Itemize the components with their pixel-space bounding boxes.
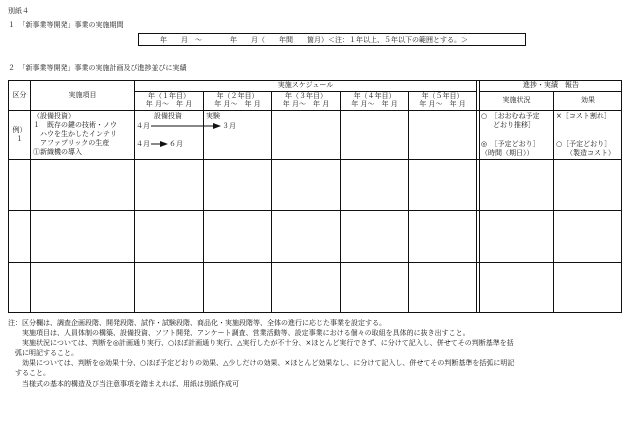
header-item: 実施項目 <box>68 91 97 99</box>
bar-1-start: ４月 <box>136 122 150 130</box>
effect-line: ○［予定どおり］ <box>556 140 612 148</box>
note-line: 弧に明記すること。 <box>8 349 78 357</box>
status-line: ◎ ［予定どおり］ <box>481 140 540 148</box>
section-2-title: ２ 「新事業等開発」事業の実施計画及び進捗並びに実績 <box>8 64 187 72</box>
form-label: 別紙４ <box>8 7 29 15</box>
status-line: ○ ［おおむね予定 <box>481 112 540 120</box>
status-line: （時間（期日）） <box>481 149 534 157</box>
effect-line: ×［コスト割れ］ <box>556 112 611 120</box>
header-category: 区分 <box>12 91 27 99</box>
year-2-span: 年 月～ 年 月 <box>214 100 261 108</box>
year-1-label: 年（１年目） <box>148 92 190 100</box>
note-line: 実施項目は、人員体制の構築、設備投資、ソフト開発、アンケート調査、営業活動等、設定事業における個々の取組を具体的に抜き出すこと。 <box>8 329 470 337</box>
arrow-head-icon <box>213 123 221 129</box>
year-1-span: 年 月～ 年 月 <box>145 100 193 108</box>
bar-2-end: ６月 <box>169 140 183 148</box>
effect-line: （製造コスト） <box>566 149 615 157</box>
bar-label-equipment: 設備投資 <box>154 112 182 120</box>
header-status: 実施状況 <box>502 96 531 104</box>
arrow-head-icon <box>160 141 168 147</box>
header-schedule: 実施スケジュール <box>277 81 334 89</box>
year-3-label: 年（３年目） <box>285 92 327 100</box>
note-line: 当様式の基本的構造及び当注意事項を踏まえれば、用紙は別紙作成可 <box>8 380 239 388</box>
year-2-label: 年（２年目） <box>216 92 259 100</box>
bar-2-start: ４月 <box>136 140 150 148</box>
note-line: すること。 <box>8 369 50 377</box>
example-item-line: （設備投資） <box>33 112 75 120</box>
note-line: 実施状況については、判断を◎計画通り実行、○ほぼ計画通り実行、△実行したが不十分、×ほとんど実行できず、に分けて記入し、併せてその判断基準を括 <box>8 339 514 347</box>
year-5-label: 年（５年目） <box>421 92 464 100</box>
year-4-span: 年 月～ 年 月 <box>351 100 398 108</box>
year-4-label: 年（４年目） <box>353 92 396 100</box>
section-1-title: １ 「新事業等開発」事業の実施期間 <box>8 21 124 29</box>
example-item-line: ハウを生かしたインテリ <box>40 130 117 138</box>
year-3-span: 年 月～ 年 月 <box>282 100 330 108</box>
bar-label-experiment: 実験 <box>206 112 220 120</box>
example-item-line: １ 既存の鍵の技術・ノウ <box>33 121 117 129</box>
bar-1-end: ３月 <box>222 122 236 130</box>
example-item-line: ①新織機の導入 <box>33 148 82 156</box>
note-line: 注：区分欄は、調査企画段階、開発段階、試作・試験段階、商品化・実施段階等、全体の進行に応じた事業を設定する。 <box>8 319 386 327</box>
header-effect: 効果 <box>581 96 595 104</box>
status-line: どおり推移］ <box>493 121 535 129</box>
example-item-line: アファブリックの生産 <box>40 139 110 147</box>
note-line: 効果については、判断を◎効果十分、○ほぼ予定どおりの効果、△少しだけの効果、×ほとんど効果なし、に分けて記入し、併せてその判断基準を括弧に明記 <box>8 359 515 367</box>
year-5-span: 年 月～ 年 月 <box>419 100 466 108</box>
example-category: 例） １ <box>12 126 27 143</box>
header-progress: 進捗・実績 報告 <box>523 81 579 89</box>
period-text: 年 月 ～ 年 月（ 年間 箇月）＜注：１年以上、５年以下の範囲とする。＞ <box>160 36 468 44</box>
